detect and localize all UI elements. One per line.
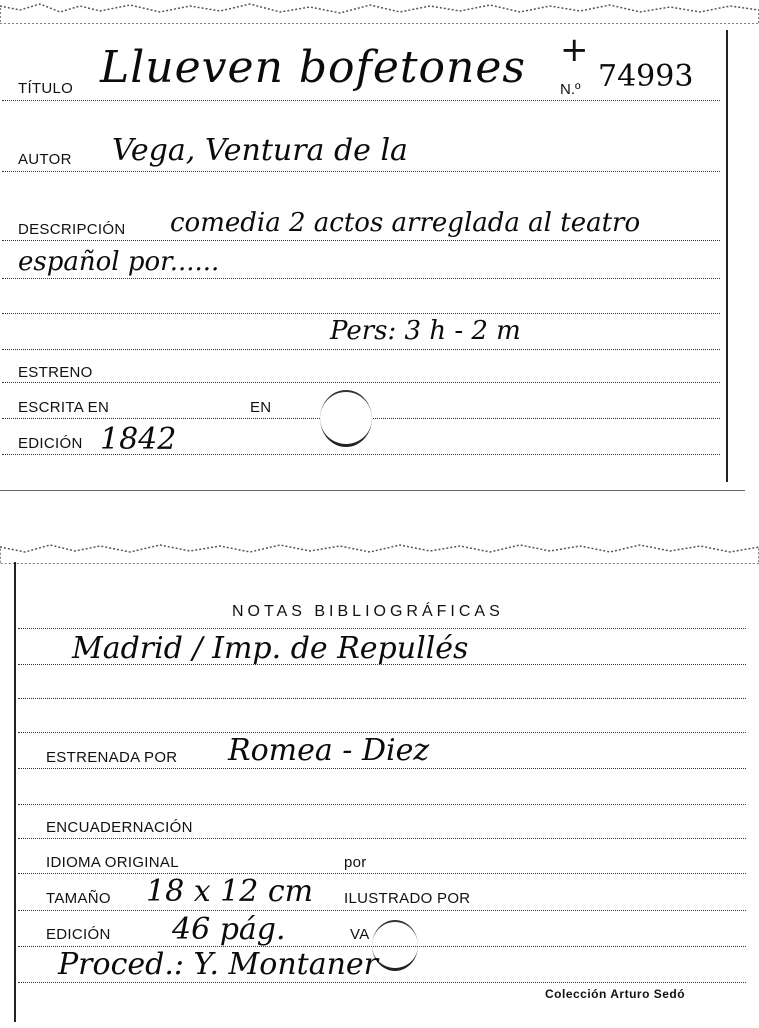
notas-heading: NOTAS BIBLIOGRÁFICAS [232,603,504,620]
edicion-label: EDICIÓN [46,926,111,943]
encuadernacion-label: ENCUADERNACIÓN [46,819,193,836]
catalog-card-front [0,0,759,492]
no-label: N.º [560,81,581,98]
proced-value: Proced.: Y. Montaner [58,947,378,982]
por-label: por [344,854,367,871]
rule-proced [18,982,746,983]
va-label: VA [350,926,370,943]
rule-notas [18,628,746,629]
collection-credit: Colección Arturo Sedó [545,987,686,1001]
tamano-value: 18 x 12 cm [146,874,314,909]
notas-value: Madrid / Imp. de Repullés [72,631,469,666]
rule-blank-2 [18,804,746,805]
no-value: 74993 [598,59,694,94]
descripcion-line1: comedia 2 actos arreglada al teatro [170,208,641,238]
edicion-value: 46 pág. [172,912,286,947]
estrenada-por-label: ESTRENADA POR [46,749,178,766]
left-border [14,562,16,1022]
estrenada-por-value: Romea - Diez [228,733,430,768]
ilustrado-por-label: ILUSTRADO POR [344,890,471,907]
rule-titulo [2,100,720,101]
catalog-card-back [0,540,759,1028]
torn-top-edge [0,0,759,24]
rule-encuadernacion [18,838,746,839]
tamano-label: TAMAÑO [46,890,111,907]
rule-blank [2,313,720,314]
rule-notas-2 [18,664,746,665]
autor-label: AUTOR [18,151,72,168]
titulo-label: TÍTULO [18,80,74,97]
bottom-divider [0,490,745,491]
edicion-value: 1842 [100,422,177,457]
rule-descripcion-2 [2,278,720,279]
right-border [726,30,728,482]
rule-personajes [2,349,720,350]
titulo-value: Llueven bofetones [100,42,526,93]
rule-estreno [2,382,720,383]
descripcion-label: DESCRIPCIÓN [18,221,126,238]
torn-top-edge [0,540,759,564]
escrita-en-label: ESCRITA EN [18,399,110,416]
idioma-original-label: IDIOMA ORIGINAL [46,854,179,871]
cross-mark: + [560,30,589,70]
personajes-note: Pers: 3 h - 2 m [330,316,521,346]
autor-value: Vega, Ventura de la [112,133,408,168]
rule-estrenada [18,768,746,769]
rule-autor [2,171,720,172]
estreno-label: ESTRENO [18,364,93,381]
rule-idioma [18,873,746,874]
rule-descripcion [2,240,720,241]
rule-notas-3 [18,698,746,699]
edicion-label: EDICIÓN [18,435,83,452]
en-label: EN [250,399,272,416]
rule-tamano [18,910,746,911]
punch-hole [320,390,372,447]
descripcion-line2: español por...... [18,247,220,277]
